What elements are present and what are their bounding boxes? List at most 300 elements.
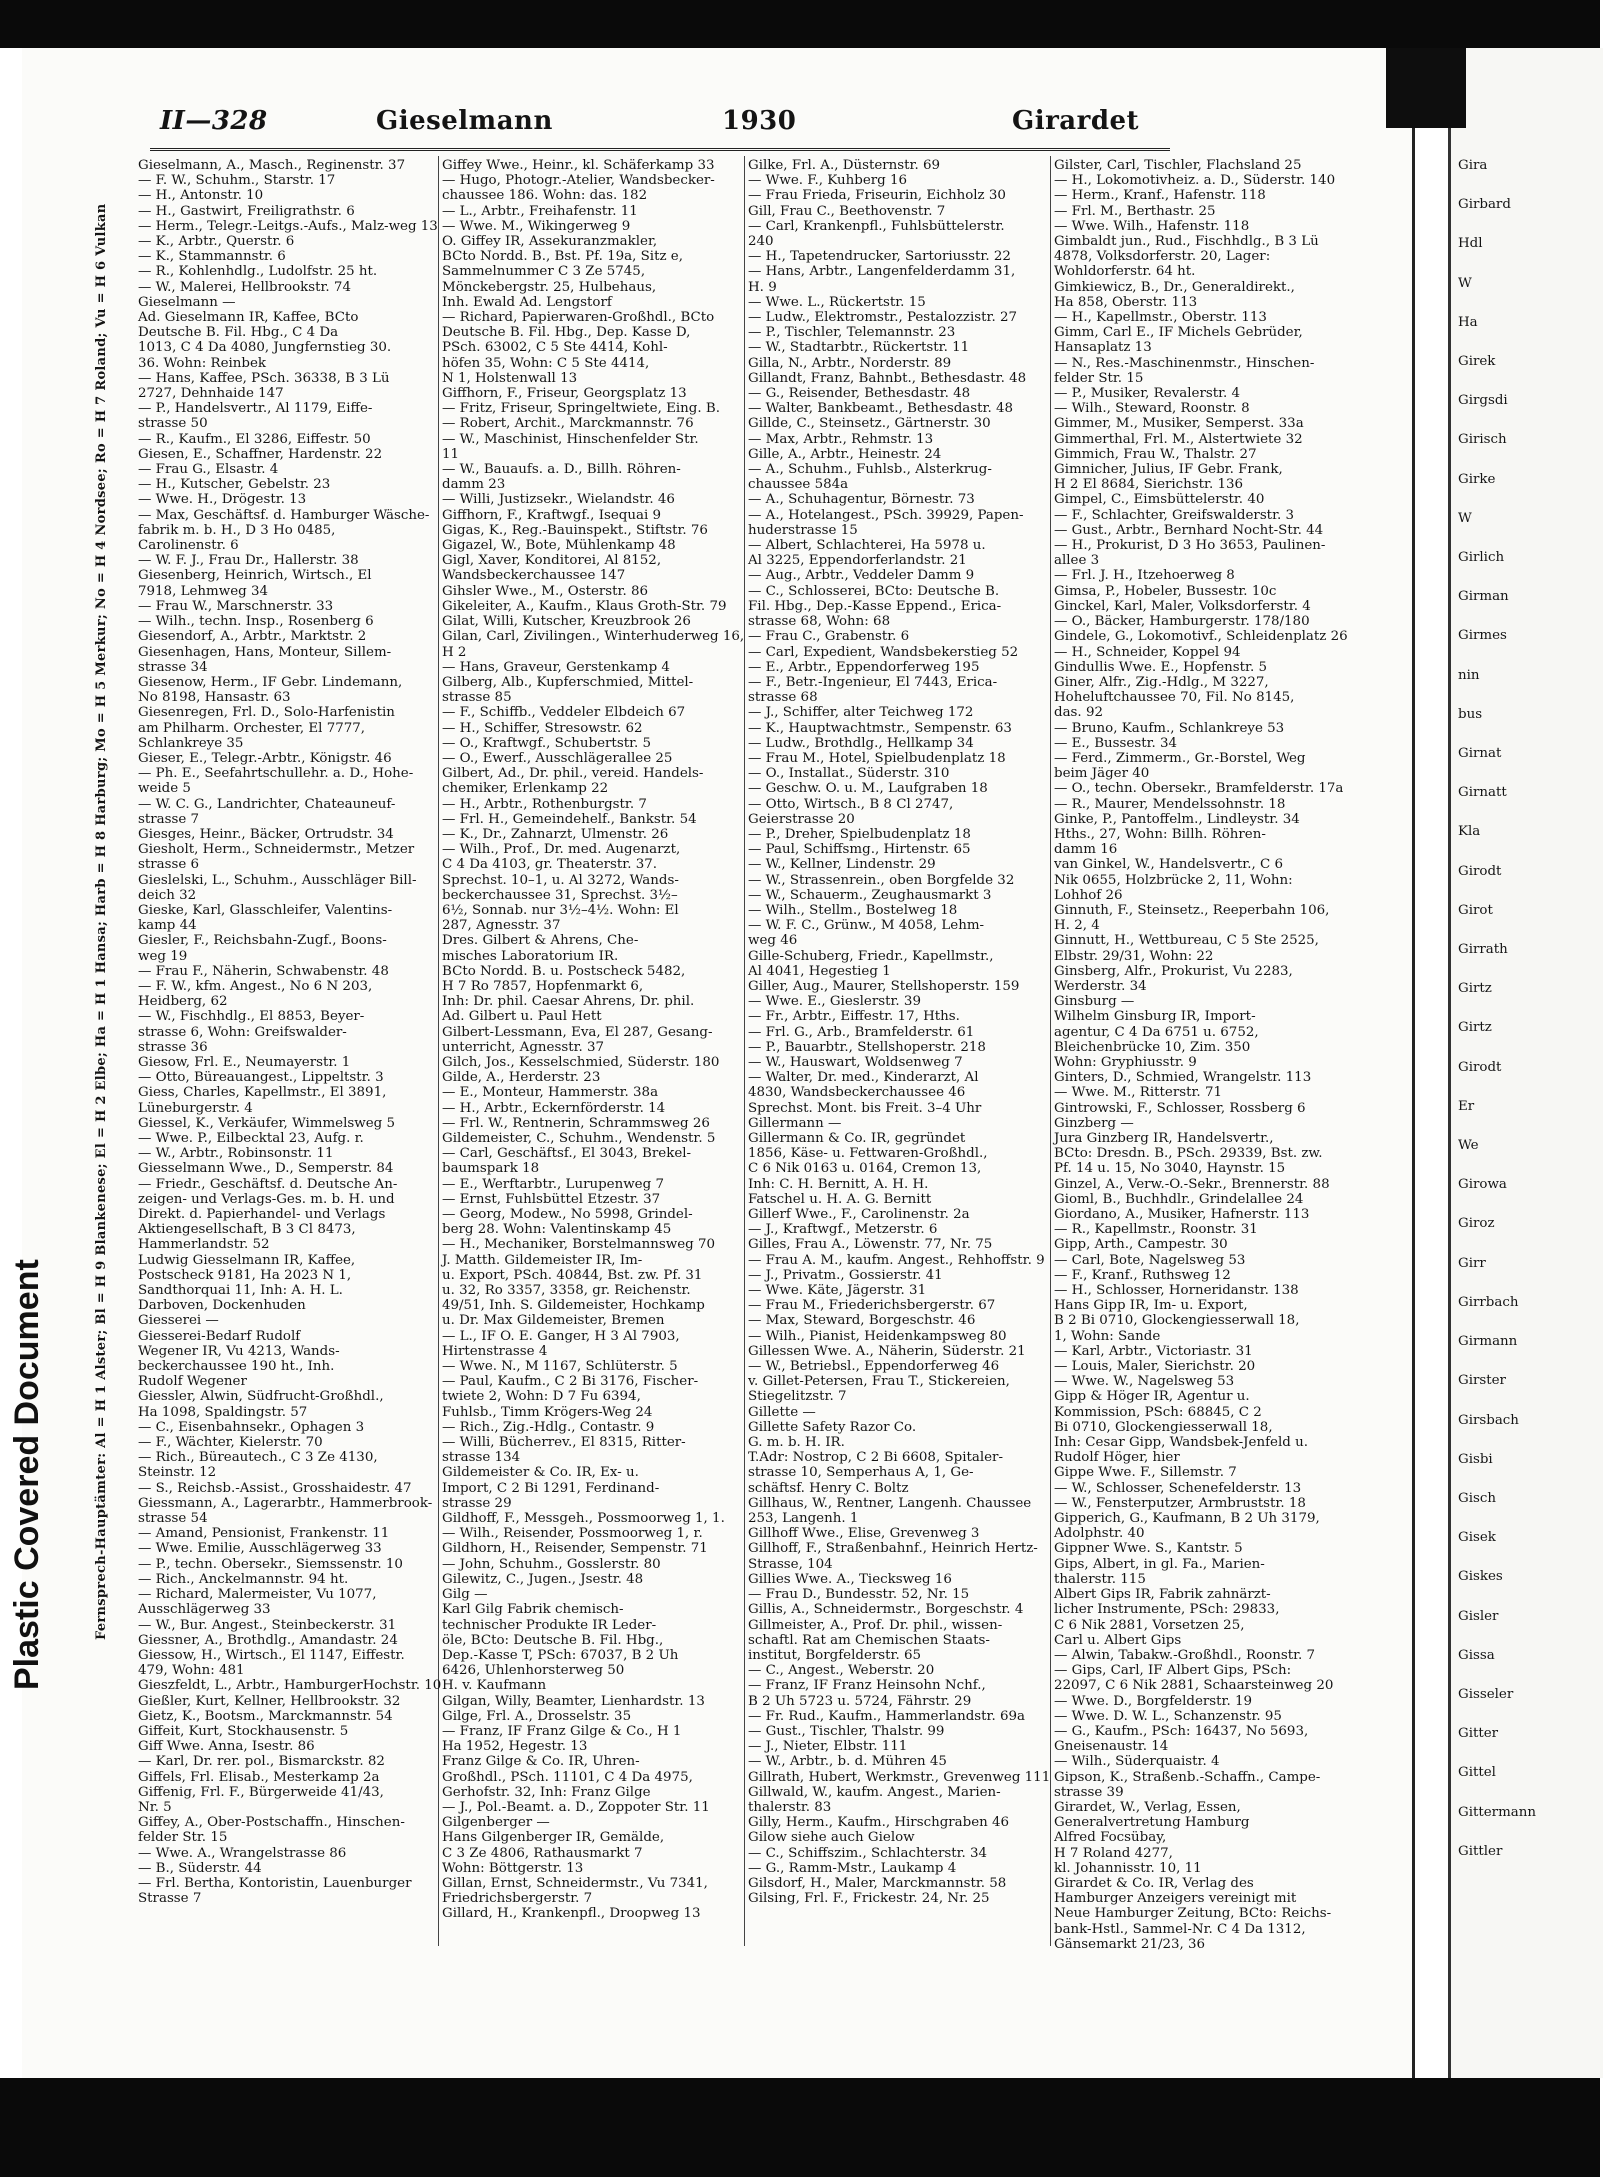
directory-entry: Fatschel u. H. A. G. Bernitt xyxy=(748,1191,932,1207)
directory-entry: Gikeleiter, A., Kaufm., Klaus Groth-Str. 79 xyxy=(442,598,727,614)
next-page-fragment: Girmann xyxy=(1458,1334,1518,1350)
directory-entry: — W., Strassenrein., oben Borgfelde 32 xyxy=(748,872,1015,888)
directory-entry: weide 5 xyxy=(138,781,191,797)
directory-entry: Darboven, Dockenhuden xyxy=(138,1298,306,1314)
directory-column-1 xyxy=(138,158,442,1928)
directory-entry: H. 2, 4 xyxy=(1054,918,1100,934)
directory-entry: — Frau A. M., kaufm. Angest., Rehhoffstr. 9 xyxy=(748,1252,1045,1268)
directory-entry: — F., Schlachter, Greifswalderstr. 3 xyxy=(1054,507,1295,523)
directory-entry: — H., Schneider, Koppel 94 xyxy=(1054,644,1241,660)
directory-entry: — C., Schlosserei, BCto: Deutsche B. xyxy=(748,583,1000,599)
column-divider xyxy=(744,156,745,1946)
directory-entry: Nr. 5 xyxy=(138,1799,172,1815)
directory-entry: — H., Antonstr. 10 xyxy=(138,188,264,204)
directory-entry: — G., Reisender, Bethesdastr. 48 xyxy=(748,386,971,402)
next-page-fragment: Girisch xyxy=(1458,432,1507,448)
directory-entry: Stiegelitzstr. 7 xyxy=(748,1389,847,1405)
directory-entry: — Carl, Bote, Nagelsweg 53 xyxy=(1054,1252,1246,1268)
directory-entry: Gänsemarkt 21/23, 36 xyxy=(1054,1936,1206,1952)
directory-entry: Großhdl., PSch. 11101, C 4 Da 4975, xyxy=(442,1769,693,1785)
next-page-fragment: Gittel xyxy=(1458,1765,1496,1781)
directory-entry: — F., Betr.-Ingenieur, El 7443, Erica- xyxy=(748,674,998,690)
directory-entry: — F., Kranf., Ruthsweg 12 xyxy=(1054,1267,1231,1283)
directory-entry: felder Str. 15 xyxy=(138,1830,228,1846)
next-page-fragment: Girrbach xyxy=(1458,1294,1519,1310)
directory-entry: — Gips, Carl, IF Albert Gips, PSch: xyxy=(1054,1663,1292,1679)
next-page-fragment: Girlich xyxy=(1458,550,1505,566)
directory-entry: strasse 54 xyxy=(138,1511,208,1527)
directory-entry: — Frl. M., Berthastr. 25 xyxy=(1054,203,1216,219)
directory-entry: Ginzberg — xyxy=(1054,1115,1134,1131)
directory-entry: — Frau F., Näherin, Schwabenstr. 48 xyxy=(138,963,389,979)
directory-entry: — Fr. Rud., Kaufm., Hammerlandstr. 69a xyxy=(748,1708,1026,1724)
directory-entry: Hans Gilgenberger IR, Gemälde, xyxy=(442,1830,665,1846)
directory-entry: Ginke, P., Pantoffelm., Lindleystr. 34 xyxy=(1054,811,1300,827)
directory-entry: Gioml, B., Buchhdlr., Grindelallee 24 xyxy=(1054,1191,1304,1207)
directory-entry: — Franz, IF Franz Heinsohn Nchf., xyxy=(748,1678,986,1694)
directory-entry: — H., Tapetendrucker, Sartoriusstr. 22 xyxy=(748,249,1011,265)
next-page-fragment: Girot xyxy=(1458,902,1493,918)
directory-entry: 7918, Lehmweg 34 xyxy=(138,583,268,599)
directory-entry: schaftl. Rat am Chemischen Staats- xyxy=(748,1632,990,1648)
directory-entry: — Bruno, Kaufm., Schlankreye 53 xyxy=(1054,720,1285,736)
directory-entry: — Wwe. Emilie, Ausschlägerweg 33 xyxy=(138,1541,382,1557)
directory-entry: — A., Schuhagentur, Börnestr. 73 xyxy=(748,492,975,508)
directory-entry: — W., Bur. Angest., Steinbeckerstr. 31 xyxy=(138,1617,397,1633)
directory-entry: Rudolf Höger, hier xyxy=(1054,1450,1180,1466)
directory-entry: 4878, Volksdorferstr. 20, Lager: xyxy=(1054,249,1271,265)
directory-entry: Gillrath, Hubert, Werkmstr., Grevenweg 111 xyxy=(748,1769,1051,1785)
directory-entry: strasse 68, Wohn: 68 xyxy=(748,614,891,630)
directory-entry: Carolinenstr. 6 xyxy=(138,538,239,554)
directory-entry: Gillerf Wwe., F., Carolinenstr. 2a xyxy=(748,1207,970,1223)
directory-entry: — W., Fensterputzer, Armbruststr. 18 xyxy=(1054,1495,1306,1511)
directory-entry: 2727, Dehnhaide 147 xyxy=(138,386,284,402)
directory-entry: — H., Schiffer, Stresowstr. 62 xyxy=(442,720,643,736)
directory-entry: institut, Borgfelderstr. 65 xyxy=(748,1647,922,1663)
directory-entry: — Ludw., Brothdlg., Hellkamp 34 xyxy=(748,735,974,751)
directory-entry: — P., Bauarbtr., Stellshoperstr. 218 xyxy=(748,1039,986,1055)
directory-entry: Gilster, Carl, Tischler, Flachsland 25 xyxy=(1054,158,1302,173)
directory-entry: u. 32, Ro 3357, 3358, gr. Reichenstr. xyxy=(442,1283,691,1299)
directory-entry: Fuhlsb., Timm Krögers-Weg 24 xyxy=(442,1404,653,1420)
directory-entry: Gieselmann, A., Masch., Reginenstr. 37 xyxy=(138,158,406,173)
directory-entry: — H., Kutscher, Gebelstr. 23 xyxy=(138,477,331,493)
next-page-fragment: Gisseler xyxy=(1458,1686,1514,1702)
directory-entry: Gietz, K., Bootsm., Marckmannstr. 54 xyxy=(138,1708,393,1724)
directory-entry: — R., Kapellmstr., Roonstr. 31 xyxy=(1054,1222,1258,1238)
directory-entry: Inh. Ewald Ad. Lengstorf xyxy=(442,294,612,310)
directory-entry: Gille-Schuberg, Friedr., Kapellmstr., xyxy=(748,948,994,964)
directory-entry: Giesselmann Wwe., D., Semperstr. 84 xyxy=(138,1161,394,1177)
directory-entry: — Louis, Maler, Sierichstr. 20 xyxy=(1054,1359,1256,1375)
directory-entry: Gilge, Frl. A., Drosselstr. 35 xyxy=(442,1708,632,1724)
directory-entry: Giffels, Frl. Elisab., Mesterkamp 2a xyxy=(138,1769,380,1785)
directory-entry: Gieser, E., Telegr.-Arbtr., Königstr. 46 xyxy=(138,750,392,766)
directory-entry: Gimpel, C., Eimsbüttelerstr. 40 xyxy=(1054,492,1265,508)
directory-entry: — W., Stadtarbtr., Rückertstr. 11 xyxy=(748,340,970,356)
directory-entry: — W., Arbtr., b. d. Mühren 45 xyxy=(748,1754,947,1770)
directory-entry: höfen 35, Wohn: C 5 Ste 4414, xyxy=(442,355,650,371)
directory-entry: Hirtenstrasse 4 xyxy=(442,1343,548,1359)
directory-entry: baumspark 18 xyxy=(442,1161,540,1177)
directory-entry: — Wilh., Steward, Roonstr. 8 xyxy=(1054,401,1250,417)
directory-entry: Ginckel, Karl, Maler, Volksdorferstr. 4 xyxy=(1054,598,1311,614)
directory-entry: — H., Schlosser, Horneridanstr. 138 xyxy=(1054,1283,1299,1299)
directory-entry: Schlankreye 35 xyxy=(138,735,244,751)
next-page-fragment: W xyxy=(1458,510,1472,526)
directory-entry: Gillmeister, A., Prof. Dr. phil., wissen- xyxy=(748,1617,1003,1633)
directory-entry: — Wilh., Süderquaistr. 4 xyxy=(1054,1754,1220,1770)
next-page-fragment: Girtz xyxy=(1458,1020,1492,1036)
directory-entry: — F. W., kfm. Angest., No 6 N 203, xyxy=(138,978,373,994)
directory-entry: Giffey Wwe., Heinr., kl. Schäferkamp 33 xyxy=(442,158,715,173)
directory-entry: Al 4041, Hegestieg 1 xyxy=(748,963,891,979)
header-rule xyxy=(150,148,1170,151)
directory-entry: Inh: Cesar Gipp, Wandsbek-Jenfeld u. xyxy=(1054,1435,1308,1451)
next-page-fragments xyxy=(1458,158,1598,1928)
directory-entry: kamp 44 xyxy=(138,918,197,934)
directory-entry: — H., Kapellmstr., Oberstr. 113 xyxy=(1054,310,1267,326)
directory-entry: — W., Schauerm., Zeughausmarkt 3 xyxy=(748,887,992,903)
directory-entry: — P., techn. Obersekr., Siemssenstr. 10 xyxy=(138,1556,403,1572)
directory-entry: Gill, Frau C., Beethovenstr. 7 xyxy=(748,203,946,219)
directory-entry: chaussee 186. Wohn: das. 182 xyxy=(442,188,648,204)
directory-entry: — S., Reichsb.-Assist., Grosshaidestr. 47 xyxy=(138,1480,412,1496)
directory-entry: — H., Mechaniker, Borstelmannsweg 70 xyxy=(442,1237,716,1253)
directory-entry: Gigas, K., Reg.-Bauinspekt., Stiftstr. 76 xyxy=(442,522,708,538)
directory-entry: B 2 Uh 5723 u. 5724, Fährstr. 29 xyxy=(748,1693,972,1709)
directory-entry: — H., Lokomotivheiz. a. D., Süderstr. 140 xyxy=(1054,173,1336,189)
next-page-fragment: Gisbi xyxy=(1458,1451,1493,1467)
directory-entry: — Max, Geschäftsf. d. Hamburger Wäsche- xyxy=(138,507,430,523)
directory-entry: 1856, Käse- u. Fettwaren-Großhdl., xyxy=(748,1146,988,1162)
directory-entry: — O., Installat., Süderstr. 310 xyxy=(748,766,950,782)
directory-entry: — R., Kohlenhdlg., Ludolfstr. 25 ht. xyxy=(138,264,378,280)
directory-entry: — Amand, Pensionist, Frankenstr. 11 xyxy=(138,1526,390,1542)
directory-entry: — Wwe. W., Nagelsweg 53 xyxy=(1054,1374,1235,1390)
directory-entry: — Franz, IF Franz Gilge & Co., H 1 xyxy=(442,1723,682,1739)
directory-entry: — W. F. J., Frau Dr., Hallerstr. 38 xyxy=(138,553,359,569)
directory-entry: 1013, C 4 Da 4080, Jungfernstieg 30. xyxy=(138,340,392,356)
directory-entry: — Ph. E., Seefahrtschullehr. a. D., Hohe- xyxy=(138,766,414,782)
directory-entry: — P., Handelsvertr., Al 1179, Eiffe- xyxy=(138,401,373,417)
directory-entry: thalerstr. 115 xyxy=(1054,1571,1146,1587)
directory-entry: — Fr., Arbtr., Eiffestr. 17, Hths. xyxy=(748,1009,960,1025)
directory-entry: beckerchaussee 31, Sprechst. 3½– xyxy=(442,887,678,903)
directory-entry: Gillard, H., Krankenpfl., Droopweg 13 xyxy=(442,1906,701,1922)
directory-entry: Giner, Alfr., Zig.-Hdlg., M 3227, xyxy=(1054,674,1269,690)
directory-entry: — W. C. G., Landrichter, Chateauneuf- xyxy=(138,796,396,812)
directory-entry: strasse 7 xyxy=(138,811,200,827)
directory-entry: Gilgan, Willy, Beamter, Lienhardstr. 13 xyxy=(442,1693,705,1709)
directory-entry: Lüneburgerstr. 4 xyxy=(138,1100,253,1116)
directory-entry: Gilde, A., Herderstr. 23 xyxy=(442,1070,601,1086)
directory-entry: — W., Hauswart, Woldsenweg 7 xyxy=(748,1054,963,1070)
directory-entry: — E., Bussestr. 34 xyxy=(1054,735,1178,751)
directory-entry: — Willi, Bücherrev., El 8315, Ritter- xyxy=(442,1435,686,1451)
directory-entry: — B., Süderstr. 44 xyxy=(138,1860,262,1876)
directory-entry: — Frl. Bertha, Kontoristin, Lauenburger xyxy=(138,1875,412,1891)
directory-entry: Gigl, Xaver, Konditorei, Al 8152, xyxy=(442,553,662,569)
directory-entry: Ginnutt, H., Wettbureau, C 5 Ste 2525, xyxy=(1054,933,1319,949)
page-number: II—328 xyxy=(160,106,268,136)
directory-entry: — W., Betriebsl., Eppendorferweg 46 xyxy=(748,1359,1000,1375)
directory-entry: — A., Hotelangest., PSch. 39929, Papen- xyxy=(748,507,1024,523)
next-page-fragment: We xyxy=(1458,1138,1479,1154)
directory-entry: 240 xyxy=(748,234,774,250)
directory-entry: chaussee 584a xyxy=(748,477,849,493)
next-page-fragment: Girnat xyxy=(1458,746,1502,762)
directory-entry: Kommission, PSch: 68845, C 2 xyxy=(1054,1404,1262,1420)
directory-entry: — Frau M., Hotel, Spielbudenplatz 18 xyxy=(748,750,1006,766)
directory-entry: — Frau G., Elsastr. 4 xyxy=(138,462,279,478)
directory-entry: Giesges, Heinr., Bäcker, Ortrudstr. 34 xyxy=(138,826,394,842)
directory-entry: — Paul, Schiffsmg., Hirtenstr. 65 xyxy=(748,842,971,858)
directory-entry: berg 28. Wohn: Valentinskamp 45 xyxy=(442,1222,672,1238)
directory-entry: — Rich., Büreautech., C 3 Ze 4130, xyxy=(138,1450,378,1466)
next-page-fragment: Gisch xyxy=(1458,1490,1496,1506)
directory-entry: — Carl, Geschäftsf., El 3043, Brekel- xyxy=(442,1146,692,1162)
directory-entry: — W. F. C., Grünw., M 4058, Lehm- xyxy=(748,918,985,934)
directory-entry: Gigazel, W., Bote, Mühlenkamp 48 xyxy=(442,538,676,554)
directory-entry: Sprechst. Mont. bis Freit. 3–4 Uhr xyxy=(748,1100,982,1116)
directory-entry: — Wwe. F., Kuhberg 16 xyxy=(748,173,908,189)
directory-entry: Ginzel, A., Verw.-O.-Sekr., Brennerstr. 88 xyxy=(1054,1176,1330,1192)
directory-entry: Sandthorquai 11, Inh: A. H. L. xyxy=(138,1283,343,1299)
directory-entry: — J., Privatm., Gossierstr. 41 xyxy=(748,1267,943,1283)
directory-entry: — W., Arbtr., Robinsonstr. 11 xyxy=(138,1146,334,1162)
directory-entry: Gippner Wwe. S., Kantstr. 5 xyxy=(1054,1541,1243,1557)
directory-entry: Gillhaus, W., Rentner, Langenh. Chaussee xyxy=(748,1495,1032,1511)
directory-entry: Sprechst. 10–1, u. Al 3272, Wands- xyxy=(442,872,679,888)
directory-entry: — Otto, Büreauangest., Lippeltstr. 3 xyxy=(138,1070,384,1086)
directory-entry: — A., Schuhm., Fuhlsb., Alsterkrug- xyxy=(748,462,992,478)
directory-entry: Deutsche B. Fil. Hbg., Dep. Kasse D, xyxy=(442,325,691,341)
directory-entry: — W., Kellner, Lindenstr. 29 xyxy=(748,857,936,873)
directory-entry: — R., Kaufm., El 3286, Eiffestr. 50 xyxy=(138,431,371,447)
next-page-fragment: Gitter xyxy=(1458,1726,1499,1742)
directory-entry: Gillan, Ernst, Schneidermstr., Vu 7341, xyxy=(442,1875,708,1891)
directory-entry: — Ferd., Zimmerm., Gr.-Borstel, Weg xyxy=(1054,750,1306,766)
directory-entry: twiete 2, Wohn: D 7 Fu 6394, xyxy=(442,1389,641,1405)
directory-entry: Ad. Gieselmann IR, Kaffee, BCto xyxy=(138,310,359,326)
directory-entry: strasse 134 xyxy=(442,1450,521,1466)
next-page-fragment: Girgsdi xyxy=(1458,393,1508,409)
directory-entry: H 2 xyxy=(442,644,467,660)
next-page-fragment: Kla xyxy=(1458,824,1481,840)
directory-entry: — Frau D., Bundesstr. 52, Nr. 15 xyxy=(748,1587,970,1603)
directory-entry: — L., IF O. E. Ganger, H 3 Al 7903, xyxy=(442,1328,680,1344)
directory-entry: — Richard, Papierwaren-Großhdl., BCto xyxy=(442,310,715,326)
directory-entry: 287, Agnesstr. 37 xyxy=(442,918,561,934)
directory-entry: das. 92 xyxy=(1054,705,1103,721)
directory-entry: — Hugo, Photogr.-Atelier, Wandsbecker- xyxy=(442,173,715,189)
directory-entry: Postscheck 9181, Ha 2023 N 1, xyxy=(138,1267,352,1283)
directory-entry: Gilberg, Alb., Kupferschmied, Mittel- xyxy=(442,674,694,690)
directory-entry: — Wwe. P., Eilbecktal 23, Aufg. r. xyxy=(138,1131,364,1146)
directory-entry: No 8198, Hansastr. 63 xyxy=(138,690,291,706)
next-page-fragment: Girodt xyxy=(1458,863,1502,879)
directory-entry: damm 16 xyxy=(1054,842,1118,858)
directory-entry: 11 xyxy=(442,446,460,462)
scanner-edge-top xyxy=(0,0,1600,48)
directory-entry: strasse 6 xyxy=(138,857,200,873)
directory-entry: Gimkiewicz, B., Dr., Generaldirekt., xyxy=(1054,279,1295,295)
directory-entry: — Alwin, Tabakw.-Großhdl., Roonstr. 7 xyxy=(1054,1647,1316,1663)
directory-entry: bank-Hstl., Sammel-Nr. C 4 Da 1312, xyxy=(1054,1921,1306,1937)
directory-entry: 22097, C 6 Nik 2881, Schaarsteinweg 20 xyxy=(1054,1678,1334,1694)
directory-entry: Giessner, A., Brothdlg., Amandastr. 24 xyxy=(138,1632,398,1648)
directory-entry: Wohldorferstr. 64 ht. xyxy=(1054,264,1196,280)
directory-entry: strasse 85 xyxy=(442,690,512,706)
directory-entry: — Paul, Kaufm., C 2 Bi 3176, Fischer- xyxy=(442,1374,699,1390)
directory-entry: — Hans, Graveur, Gerstenkamp 4 xyxy=(442,659,670,675)
directory-entry: — P., Dreher, Spielbudenplatz 18 xyxy=(748,826,971,842)
directory-entry: Ludwig Giesselmann IR, Kaffee, xyxy=(138,1252,356,1268)
directory-entry: Gillette — xyxy=(748,1404,816,1420)
directory-entry: Giesenregen, Frl. D., Solo-Harfenistin xyxy=(138,705,395,721)
directory-entry: — Karl, Arbtr., Victoriastr. 31 xyxy=(1054,1343,1253,1359)
directory-entry: — J., Nieter, Elbstr. 111 xyxy=(748,1739,908,1755)
directory-entry: Giess, Charles, Kapellmstr., El 3891, xyxy=(138,1085,387,1101)
directory-entry: Gille, A., Arbtr., Heinestr. 24 xyxy=(748,446,942,462)
directory-entry: BCto: Dresdn. B., PSch. 29339, Bst. zw. xyxy=(1054,1146,1323,1162)
directory-entry: Gilsdorf, H., Maler, Marckmannstr. 58 xyxy=(748,1875,1007,1891)
directory-entry: — E., Arbtr., Eppendorferweg 195 xyxy=(748,659,980,675)
directory-entry: — F., Wächter, Kielerstr. 70 xyxy=(138,1435,323,1451)
directory-entry: am Philharm. Orchester, El 7777, xyxy=(138,720,366,736)
directory-entry: Hamburger Anzeigers vereinigt mit xyxy=(1054,1891,1297,1907)
directory-entry: — O., Kraftwgf., Schubertstr. 5 xyxy=(442,735,652,751)
directory-entry: — W., Bauaufs. a. D., Billh. Röhren- xyxy=(442,462,681,478)
directory-entry: — Wilh., Pianist, Heidenkampsweg 80 xyxy=(748,1328,1007,1344)
directory-entry: Generalvertretung Hamburg xyxy=(1054,1815,1250,1831)
directory-entry: — Wilh., Stellm., Bostelweg 18 xyxy=(748,902,958,918)
directory-entry: Gilles, Frau A., Löwenstr. 77, Nr. 75 xyxy=(748,1237,993,1253)
directory-entry: — J., Schiffer, alter Teichweg 172 xyxy=(748,705,974,721)
directory-entry: BCto Nordd. B. u. Postscheck 5482, xyxy=(442,963,686,979)
next-page-fragment: Gisek xyxy=(1458,1530,1496,1546)
directory-entry: Ha 1098, Spaldingstr. 57 xyxy=(138,1404,308,1420)
directory-entry: Strasse 7 xyxy=(138,1891,202,1907)
next-page-fragment: Giroz xyxy=(1458,1216,1495,1232)
directory-entry: Gimmich, Frau W., Thalstr. 27 xyxy=(1054,446,1257,462)
directory-entry: — Frau C., Grabenstr. 6 xyxy=(748,629,910,645)
directory-entry: Ha 858, Oberstr. 113 xyxy=(1054,294,1198,310)
directory-entry: — R., Maurer, Mendelssohnstr. 18 xyxy=(1054,796,1286,812)
directory-entry: — G., Kaufm., PSch: 16437, No 5693, xyxy=(1054,1723,1309,1739)
directory-entry: Gimmerthal, Frl. M., Alstertwiete 32 xyxy=(1054,431,1303,447)
directory-entry: Gießler, Kurt, Kellner, Hellbrookstr. 32 xyxy=(138,1693,401,1709)
directory-entry: Carl u. Albert Gips xyxy=(1054,1632,1182,1648)
directory-entry: — Wwe. A., Wrangelstrasse 86 xyxy=(138,1845,347,1861)
directory-entry: — Aug., Arbtr., Veddeler Damm 9 xyxy=(748,568,975,584)
directory-entry: 36. Wohn: Reinbek xyxy=(138,355,267,371)
directory-entry: strasse 39 xyxy=(1054,1784,1124,1800)
next-page-fragment: Gissa xyxy=(1458,1647,1495,1663)
next-page-fragment: Girke xyxy=(1458,471,1496,487)
directory-entry: — Max, Steward, Borgeschstr. 46 xyxy=(748,1313,976,1329)
directory-entry: Elbstr. 29/31, Wohn: 22 xyxy=(1054,948,1214,964)
directory-entry: — C., Eisenbahnsekr., Ophagen 3 xyxy=(138,1419,365,1435)
directory-entry: beckerchaussee 190 ht., Inh. xyxy=(138,1359,335,1375)
directory-entry: Lohhof 26 xyxy=(1054,887,1123,903)
directory-entry: — Karl, Dr. rer. pol., Bismarckstr. 82 xyxy=(138,1754,385,1770)
directory-entry: — Willi, Justizsekr., Wielandstr. 46 xyxy=(442,492,675,508)
directory-entry: — John, Schuhm., Gosslerstr. 80 xyxy=(442,1556,661,1572)
directory-entry: Fil. Hbg., Dep.-Kasse Eppend., Erica- xyxy=(748,598,1002,614)
header-year: 1930 xyxy=(722,106,797,136)
directory-entry: — Max, Arbtr., Rehmstr. 13 xyxy=(748,431,934,447)
directory-entry: G. m. b. H. IR. xyxy=(748,1435,845,1451)
directory-entry: Gieske, Karl, Glasschleifer, Valentins- xyxy=(138,902,393,918)
next-page-fragment: Girrath xyxy=(1458,942,1508,958)
directory-entry: Gilg — xyxy=(442,1587,488,1603)
directory-entry: Gipp & Höger IR, Agentur u. xyxy=(1054,1389,1250,1405)
directory-entry: Gildemeister, C., Schuhm., Wendenstr. 5 xyxy=(442,1131,716,1146)
directory-entry: — Herm., Kranf., Hafenstr. 118 xyxy=(1054,188,1266,204)
directory-entry: Gimsa, P., Hobeler, Bussestr. 10c xyxy=(1054,583,1277,599)
directory-entry: Gilla, N., Arbtr., Norderstr. 89 xyxy=(748,355,952,371)
directory-entry: — Gust., Tischler, Thalstr. 99 xyxy=(748,1723,945,1739)
directory-entry: — Ernst, Fuhlsbüttel Etzestr. 37 xyxy=(442,1191,661,1207)
directory-entry: — Wwe. Wilh., Hafenstr. 118 xyxy=(1054,218,1250,234)
directory-entry: — Wilh., Reisender, Possmoorweg 1, r. xyxy=(442,1526,703,1542)
directory-column-4 xyxy=(1054,158,1366,1952)
directory-entry: Werderstr. 34 xyxy=(1054,978,1147,994)
directory-entry: — H., Arbtr., Eckernförderstr. 14 xyxy=(442,1100,666,1116)
directory-entry: strasse 10, Semperhaus A, 1, Ge- xyxy=(748,1465,974,1481)
directory-entry: H. v. Kaufmann xyxy=(442,1678,547,1694)
directory-entry: Giessel, K., Verkäufer, Wimmelsweg 5 xyxy=(138,1115,395,1131)
directory-entry: Giessler, Alwin, Südfrucht-Großhdl., xyxy=(138,1389,384,1405)
directory-entry: Inh: C. H. Bernitt, A. H. H. xyxy=(748,1176,929,1192)
directory-entry: strasse 36 xyxy=(138,1039,208,1055)
directory-entry: H. 9 xyxy=(748,279,777,295)
directory-entry: — Wwe. M., Wikingerweg 9 xyxy=(442,218,631,234)
directory-entry: — W., Maschinist, Hinschenfelder Str. xyxy=(442,431,699,447)
directory-entry: Gillhoff Wwe., Elise, Grevenweg 3 xyxy=(748,1526,980,1542)
directory-entry: H 2 El 8684, Sierichstr. 136 xyxy=(1054,477,1244,493)
directory-entry: — Frl. J. H., Itzehoerweg 8 xyxy=(1054,568,1235,584)
next-page-fragment: Hdl xyxy=(1458,236,1483,252)
directory-entry: — G., Ramm-Mstr., Laukamp 4 xyxy=(748,1860,957,1876)
directory-entry: Giesendorf, A., Arbtr., Marktstr. 2 xyxy=(138,629,367,645)
directory-entry: — W., Fischhdlg., El 8853, Beyer- xyxy=(138,1009,365,1025)
directory-entry: 6426, Uhlenhorsterweg 50 xyxy=(442,1663,625,1679)
directory-entry: — Ludw., Elektromstr., Pestalozzistr. 27 xyxy=(748,310,1018,326)
directory-entry: chemiker, Erlenkamp 22 xyxy=(442,781,609,797)
directory-entry: Giesler, F., Reichsbahn-Zugf., Boons- xyxy=(138,933,387,949)
directory-entry: Giesholt, Herm., Schneidermstr., Metzer xyxy=(138,842,415,858)
directory-entry: allee 3 xyxy=(1054,553,1100,569)
directory-entry: Gieslelski, L., Schuhm., Ausschläger Bill- xyxy=(138,872,417,888)
directory-entry: — P., Musiker, Revalerstr. 4 xyxy=(1054,386,1241,402)
directory-entry: C 3 Ze 4806, Rathausmarkt 7 xyxy=(442,1845,643,1861)
directory-entry: damm 23 xyxy=(442,477,506,493)
directory-entry: Gilsing, Frl. F., Frickestr. 24, Nr. 25 xyxy=(748,1891,990,1907)
directory-entry: — K., Hauptwachtmstr., Sempenstr. 63 xyxy=(748,720,1012,736)
directory-entry: — Walter, Bankbeamt., Bethesdastr. 48 xyxy=(748,401,1014,417)
directory-entry: — F. W., Schuhm., Starstr. 17 xyxy=(138,173,336,189)
directory-entry: — Geschw. O. u. M., Laufgraben 18 xyxy=(748,781,988,797)
directory-entry: — N., Res.-Maschinenmstr., Hinschen- xyxy=(1054,355,1315,371)
directory-entry: Jura Ginzberg IR, Handelsvertr., xyxy=(1054,1131,1274,1146)
directory-entry: Bleichenbrücke 10, Zim. 350 xyxy=(1054,1039,1251,1055)
next-page-fragment: Girtz xyxy=(1458,981,1492,997)
directory-entry: fabrik m. b. H., D 3 Ho 0485, xyxy=(138,522,336,538)
